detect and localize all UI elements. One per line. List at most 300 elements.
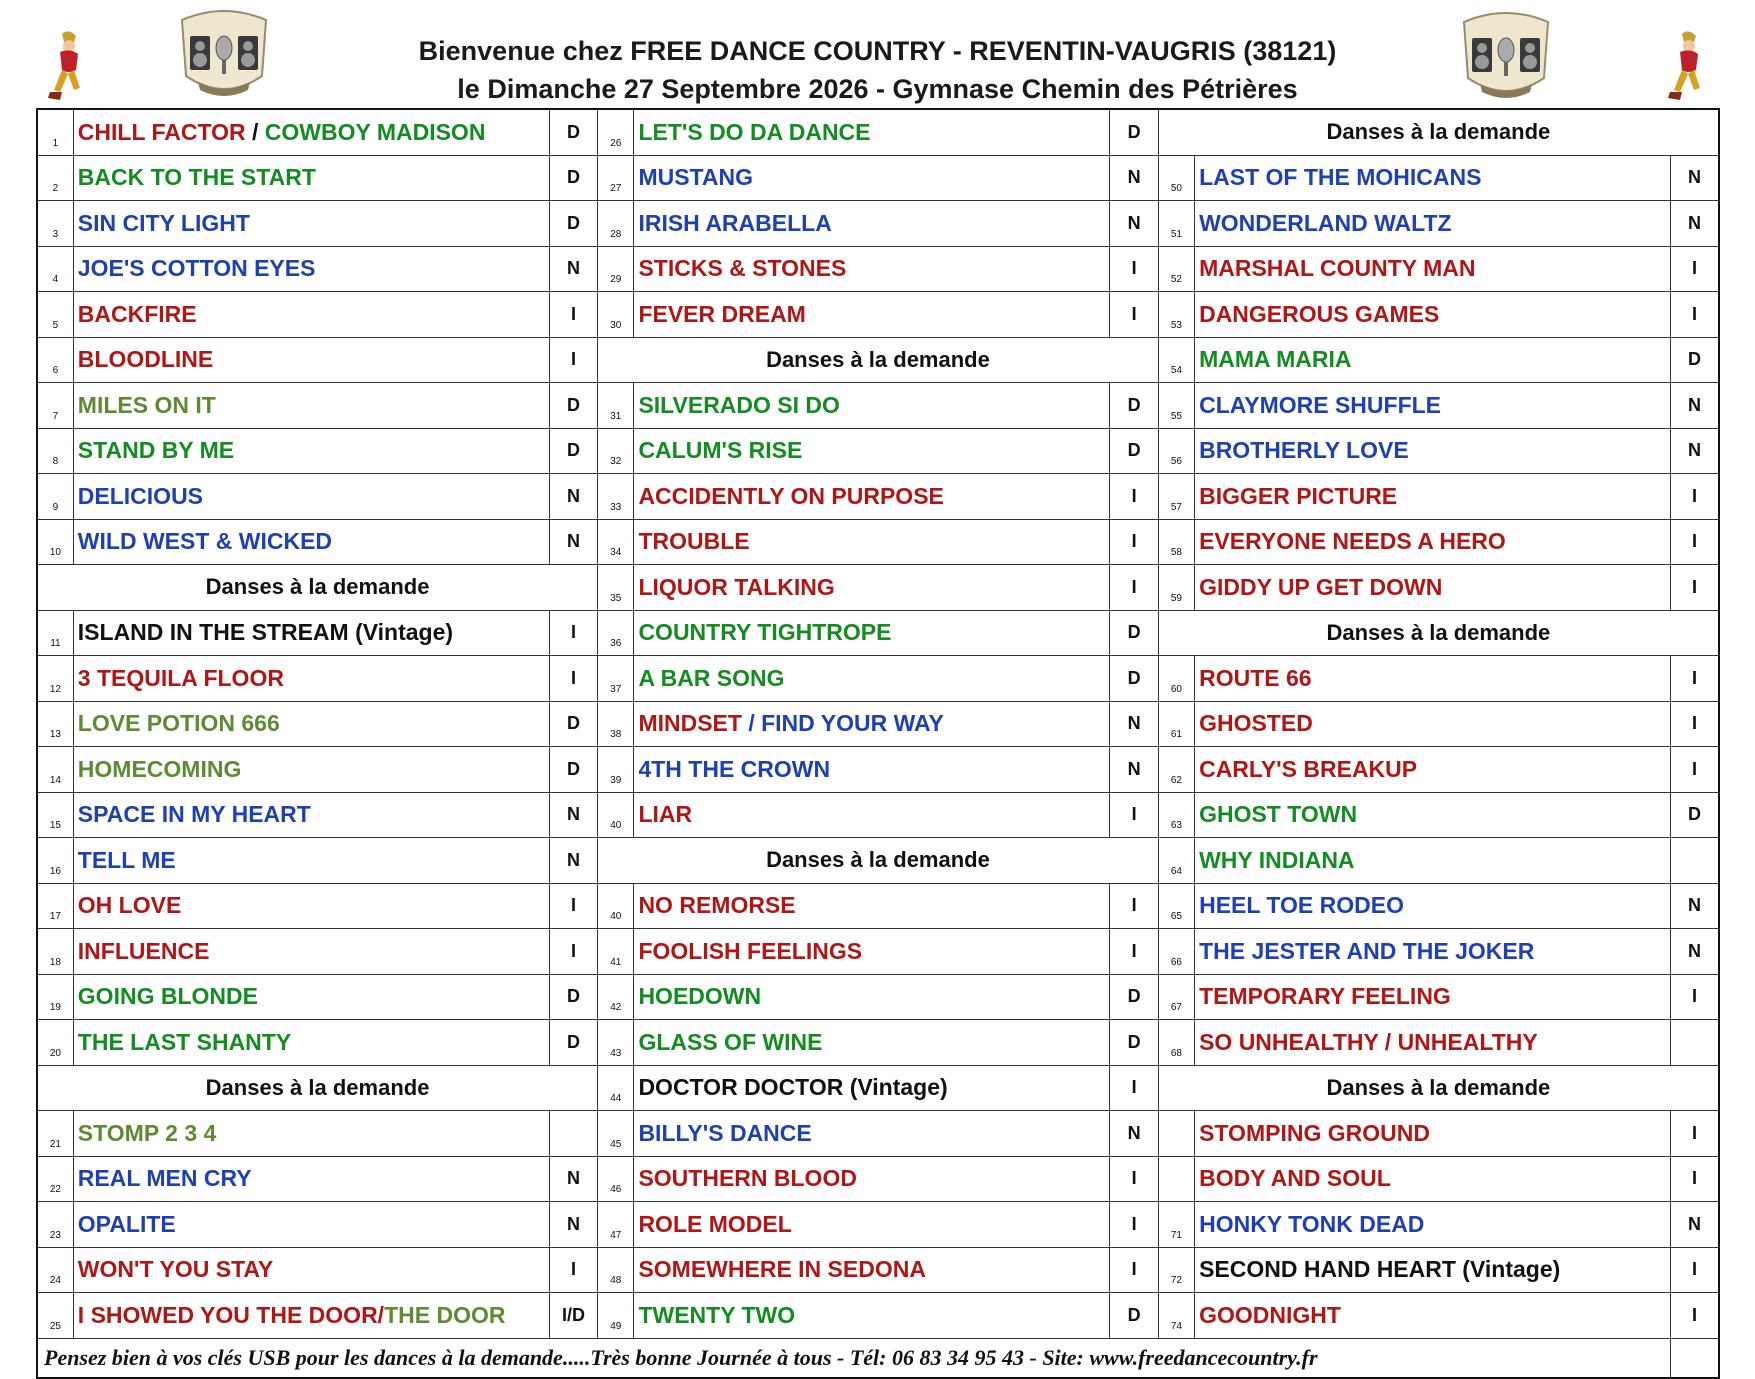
- dance-title: [73, 1202, 549, 1248]
- dance-title-part: GHOST TOWN: [1199, 801, 1358, 828]
- dance-title: [1195, 201, 1671, 247]
- dance-title: [73, 474, 549, 520]
- dance-title: [73, 792, 549, 838]
- request-dances-header: Danses à la demande: [1158, 1065, 1719, 1111]
- dance-number: 62: [1158, 747, 1194, 793]
- dance-title-part: MINDSET: [638, 710, 742, 737]
- dance-title-part: WONDERLAND WALTZ: [1199, 209, 1452, 236]
- dance-title: [1195, 929, 1671, 975]
- dance-level: I: [1671, 1293, 1719, 1339]
- table-row: [37, 292, 1719, 338]
- dance-title: [73, 428, 549, 474]
- dance-level: N: [1671, 929, 1719, 975]
- dance-number: 35: [598, 565, 634, 611]
- table-row: [37, 1202, 1719, 1248]
- table-row: [37, 838, 1719, 884]
- page-title: Bienvenue chez FREE DANCE COUNTRY - REVENTIN-VAUGRIS (38121): [418, 36, 1337, 66]
- dance-title-part: ROLE MODEL: [638, 1210, 792, 1237]
- dance-number: 55: [1158, 383, 1194, 429]
- dance-title: [1195, 792, 1671, 838]
- dance-number: 22: [37, 1156, 73, 1202]
- dance-title-part: CALUM'S RISE: [638, 437, 803, 464]
- dance-number: 46: [598, 1156, 634, 1202]
- dance-title: [1195, 155, 1671, 201]
- dance-title-part: SECOND HAND HEART (Vintage): [1199, 1256, 1561, 1283]
- dance-level: I: [1110, 1247, 1158, 1293]
- page-header: [0, 0, 1755, 110]
- dance-title: [73, 1111, 549, 1157]
- dance-title: [73, 201, 549, 247]
- dance-level: I: [1671, 519, 1719, 565]
- dance-level: D: [1110, 428, 1158, 474]
- dance-number: 74: [1158, 1293, 1194, 1339]
- dance-number: 23: [37, 1202, 73, 1248]
- dance-title-part: MARSHAL COUNTY MAN: [1199, 255, 1476, 282]
- dance-title: [73, 656, 549, 702]
- dance-title-part: TEMPORARY FEELING: [1199, 983, 1451, 1010]
- dance-title-part: CLAYMORE SHUFFLE: [1199, 391, 1442, 418]
- dance-level: D: [1671, 792, 1719, 838]
- dance-level: I: [1110, 519, 1158, 565]
- dance-number: 39: [598, 747, 634, 793]
- dance-number: 28: [598, 201, 634, 247]
- dance-number: 33: [598, 474, 634, 520]
- dance-number: 41: [598, 929, 634, 975]
- dance-number: 48: [598, 1247, 634, 1293]
- table-row: [37, 701, 1719, 747]
- dance-title: [634, 701, 1110, 747]
- table-row: [37, 747, 1719, 793]
- dance-title-part: CARLY'S BREAKUP: [1199, 755, 1418, 782]
- dance-number: 49: [598, 1293, 634, 1339]
- dance-title-part: SILVERADO SI DO: [638, 391, 840, 418]
- dance-number: 36: [598, 610, 634, 656]
- dance-number: 37: [598, 656, 634, 702]
- dance-title: [634, 428, 1110, 474]
- dance-number: 1: [37, 109, 73, 155]
- dance-level: N: [1110, 1111, 1158, 1157]
- dance-title-part: MUSTANG: [638, 164, 753, 191]
- dance-level: N: [1671, 428, 1719, 474]
- dance-title-part: MAMA MARIA: [1199, 346, 1352, 373]
- dance-title: [634, 246, 1110, 292]
- dance-level: N: [549, 792, 597, 838]
- dance-level: D: [1110, 1020, 1158, 1066]
- dance-title-part: THE JESTER AND THE JOKER: [1199, 937, 1535, 964]
- dance-title-part: /: [741, 710, 762, 737]
- dance-title-part: DELICIOUS: [77, 482, 204, 509]
- dance-title: [634, 383, 1110, 429]
- dance-title: [73, 155, 549, 201]
- dance-number: 50: [1158, 155, 1194, 201]
- dance-title-part: GOODNIGHT: [1199, 1301, 1341, 1328]
- table-row: [37, 428, 1719, 474]
- dance-level: I: [1671, 974, 1719, 1020]
- dance-title: [73, 1156, 549, 1202]
- dance-title-part: HOMECOMING: [77, 755, 242, 782]
- dance-number: 42: [598, 974, 634, 1020]
- dance-level: D: [1110, 656, 1158, 702]
- table-row: [37, 1156, 1719, 1202]
- dance-title-part: CHILL FACTOR: [77, 118, 246, 145]
- dance-title: [1195, 747, 1671, 793]
- dance-number: 53: [1158, 292, 1194, 338]
- dance-level: N: [1110, 701, 1158, 747]
- dance-number: 16: [37, 838, 73, 884]
- dance-title-part: GLASS OF WINE: [638, 1028, 823, 1055]
- dance-title: [634, 883, 1110, 929]
- dance-title: [634, 292, 1110, 338]
- dance-level: N: [1110, 155, 1158, 201]
- table-row: [37, 337, 1719, 383]
- dance-number: 57: [1158, 474, 1194, 520]
- dance-level: N: [1110, 747, 1158, 793]
- dance-number: 9: [37, 474, 73, 520]
- dance-title-part: BROTHERLY LOVE: [1199, 437, 1409, 464]
- dance-title: [634, 474, 1110, 520]
- table-row: [37, 974, 1719, 1020]
- dance-level: I: [1671, 246, 1719, 292]
- dance-title-part: TELL ME: [77, 846, 176, 873]
- request-dances-header: Danses à la demande: [37, 565, 598, 611]
- dance-title-part: I SHOWED YOU THE DOOR/: [77, 1301, 385, 1328]
- dance-title-part: FOOLISH FEELINGS: [638, 937, 863, 964]
- dance-number: 4: [37, 246, 73, 292]
- dance-level: D: [549, 109, 597, 155]
- dance-title-part: HOEDOWN: [638, 983, 762, 1010]
- dance-title: [1195, 1156, 1671, 1202]
- dance-title-part: COWBOY MADISON: [264, 118, 486, 145]
- dance-level: I: [1110, 929, 1158, 975]
- dance-title: [634, 747, 1110, 793]
- dance-title: [73, 747, 549, 793]
- dance-number: [1158, 1111, 1194, 1157]
- dance-number: 2: [37, 155, 73, 201]
- dance-level: I: [1110, 565, 1158, 611]
- dance-level: I: [549, 610, 597, 656]
- dance-level: D: [1110, 109, 1158, 155]
- dance-level: I: [1671, 565, 1719, 611]
- dance-title-part: GOING BLONDE: [77, 983, 258, 1010]
- dance-title: [1195, 1111, 1671, 1157]
- dance-level: D: [1110, 974, 1158, 1020]
- dance-title: [634, 519, 1110, 565]
- dance-number: 67: [1158, 974, 1194, 1020]
- dance-title-part: INFLUENCE: [77, 937, 210, 964]
- table-row: [37, 929, 1719, 975]
- dance-number: 47: [598, 1202, 634, 1248]
- dance-title: [1195, 1202, 1671, 1248]
- dance-level: I: [549, 929, 597, 975]
- dance-title-part: OPALITE: [77, 1210, 176, 1237]
- dance-title-part: IRISH ARABELLA: [638, 209, 832, 236]
- dance-title: [1195, 428, 1671, 474]
- dance-number: 32: [598, 428, 634, 474]
- dance-title-part: SIN CITY LIGHT: [77, 209, 250, 236]
- dance-title-part: STOMPING GROUND: [1199, 1119, 1430, 1146]
- dance-title-part: SOUTHERN BLOOD: [638, 1165, 857, 1192]
- dance-number: 11: [37, 610, 73, 656]
- dance-title-part: ROUTE 66: [1199, 664, 1312, 691]
- dance-level: D: [549, 155, 597, 201]
- table-row: [37, 656, 1719, 702]
- dance-number: 59: [1158, 565, 1194, 611]
- dance-program-table: [36, 108, 1720, 1379]
- dance-level: N: [549, 1202, 597, 1248]
- dance-level: D: [549, 974, 597, 1020]
- dance-title: [634, 565, 1110, 611]
- dance-title-part: LOVE POTION 666: [77, 710, 280, 737]
- dance-title-part: MILES ON IT: [77, 391, 216, 418]
- dance-title: [73, 838, 549, 884]
- dance-title-part: JOE'S COTTON EYES: [77, 255, 316, 282]
- dance-title: [634, 792, 1110, 838]
- table-row: [37, 792, 1719, 838]
- dance-title-part: A BAR SONG: [638, 664, 785, 691]
- dance-title: [73, 701, 549, 747]
- dance-title-part: BLOODLINE: [77, 346, 214, 373]
- dance-title: [73, 337, 549, 383]
- dance-title-part: NO REMORSE: [638, 892, 796, 919]
- dance-title-part: BODY AND SOUL: [1199, 1165, 1391, 1192]
- dance-level: N: [549, 1156, 597, 1202]
- dance-number: 24: [37, 1247, 73, 1293]
- dance-level: N: [1671, 383, 1719, 429]
- dance-level: I: [1110, 792, 1158, 838]
- dance-level: I: [1671, 474, 1719, 520]
- dance-title: [1195, 565, 1671, 611]
- dance-title-part: FEVER DREAM: [638, 300, 806, 327]
- dance-title-part: BIGGER PICTURE: [1199, 482, 1398, 509]
- dance-number: 63: [1158, 792, 1194, 838]
- dance-title: [1195, 292, 1671, 338]
- dance-title: [73, 519, 549, 565]
- dance-number: 17: [37, 883, 73, 929]
- dance-title-part: STICKS & STONES: [638, 255, 847, 282]
- request-dances-header: Danses à la demande: [37, 1065, 598, 1111]
- dance-title: [1195, 474, 1671, 520]
- dance-title-part: 3 TEQUILA FLOOR: [77, 664, 284, 691]
- dance-level: N: [549, 519, 597, 565]
- dance-level: N: [1671, 201, 1719, 247]
- dance-number: 7: [37, 383, 73, 429]
- dance-title-part: LET'S DO DA DANCE: [638, 118, 871, 145]
- table-row: [37, 1293, 1719, 1339]
- dance-title-part: THE LAST SHANTY: [77, 1028, 292, 1055]
- dance-title-part: LIAR: [638, 801, 693, 828]
- dance-level: I/D: [549, 1293, 597, 1339]
- dance-level: N: [549, 838, 597, 884]
- dance-level: D: [549, 1020, 597, 1066]
- dance-title: [634, 1156, 1110, 1202]
- dance-number: 44: [598, 1065, 634, 1111]
- dance-title: [634, 1202, 1110, 1248]
- dance-number: 13: [37, 701, 73, 747]
- dance-title-part: ISLAND IN THE STREAM (Vintage): [77, 619, 454, 646]
- dance-level: I: [1110, 292, 1158, 338]
- table-row: [37, 883, 1719, 929]
- dance-number: 45: [598, 1111, 634, 1157]
- dance-number: 19: [37, 974, 73, 1020]
- dance-title-part: BILLY'S DANCE: [638, 1119, 812, 1146]
- dance-level: I: [1671, 292, 1719, 338]
- table-row: [37, 610, 1719, 656]
- dance-number: 61: [1158, 701, 1194, 747]
- dance-number: 8: [37, 428, 73, 474]
- table-row: [37, 519, 1719, 565]
- dance-level: I: [1671, 656, 1719, 702]
- dance-title-part: GIDDY UP GET DOWN: [1199, 573, 1443, 600]
- dance-level: D: [549, 201, 597, 247]
- table-row: [37, 201, 1719, 247]
- dance-number: 25: [37, 1293, 73, 1339]
- dance-number: 14: [37, 747, 73, 793]
- dance-level: D: [549, 383, 597, 429]
- dance-number: 38: [598, 701, 634, 747]
- dance-level: I: [1110, 1065, 1158, 1111]
- dance-title-part: DANGEROUS GAMES: [1199, 300, 1440, 327]
- dance-title-part: HONKY TONK DEAD: [1199, 1210, 1425, 1237]
- dance-title: [1195, 701, 1671, 747]
- dance-number: 40: [598, 792, 634, 838]
- dance-number: 30: [598, 292, 634, 338]
- dance-title-part: FIND YOUR WAY: [761, 710, 944, 737]
- request-dances-header: Danses à la demande: [1158, 109, 1719, 155]
- dance-title: [73, 109, 549, 155]
- table-row: [37, 246, 1719, 292]
- dance-title: [73, 1020, 549, 1066]
- dance-title: [634, 155, 1110, 201]
- dance-level: D: [1671, 337, 1719, 383]
- dance-level: I: [1671, 701, 1719, 747]
- dance-number: 5: [37, 292, 73, 338]
- dance-title: [634, 610, 1110, 656]
- dance-level: I: [1671, 1111, 1719, 1157]
- dance-title: [634, 656, 1110, 702]
- dance-level: I: [1671, 1247, 1719, 1293]
- dance-title: [634, 1247, 1110, 1293]
- dance-title: [73, 610, 549, 656]
- dance-level: [1671, 838, 1719, 884]
- dance-number: 52: [1158, 246, 1194, 292]
- dance-level: I: [549, 656, 597, 702]
- dance-level: [1671, 1020, 1719, 1066]
- dance-title: [1195, 838, 1671, 884]
- dance-number: 31: [598, 383, 634, 429]
- dance-number: 10: [37, 519, 73, 565]
- table-row: [37, 1020, 1719, 1066]
- dance-title: [1195, 1020, 1671, 1066]
- dance-title: [1195, 656, 1671, 702]
- dance-number: 6: [37, 337, 73, 383]
- dance-title: [1195, 1247, 1671, 1293]
- request-dances-header: Danses à la demande: [1158, 610, 1719, 656]
- dance-title: [1195, 1293, 1671, 1339]
- dance-title-part: SO UNHEALTHY / UNHEALTHY: [1199, 1028, 1538, 1055]
- dance-title-part: LIQUOR TALKING: [638, 573, 835, 600]
- dance-number: 27: [598, 155, 634, 201]
- table-row: [37, 1247, 1719, 1293]
- table-row: [37, 474, 1719, 520]
- dance-title-part: TROUBLE: [638, 528, 750, 555]
- dance-title-part: EVERYONE NEEDS A HERO: [1199, 528, 1506, 555]
- dance-number: 51: [1158, 201, 1194, 247]
- dance-number: 43: [598, 1020, 634, 1066]
- dance-level: D: [549, 428, 597, 474]
- dance-title-part: WON'T YOU STAY: [77, 1256, 274, 1283]
- dance-title: [634, 109, 1110, 155]
- dance-title: [73, 1247, 549, 1293]
- dance-title: [73, 929, 549, 975]
- dance-level: N: [549, 474, 597, 520]
- dance-number: 29: [598, 246, 634, 292]
- dance-number: 26: [598, 109, 634, 155]
- dance-level: I: [1110, 246, 1158, 292]
- dance-title: [634, 929, 1110, 975]
- dance-title: [73, 883, 549, 929]
- dance-number: 20: [37, 1020, 73, 1066]
- dance-title-part: SOMEWHERE IN SEDONA: [638, 1256, 926, 1283]
- dance-title-part: WILD WEST & WICKED: [77, 528, 333, 555]
- footer-empty-cell: [1671, 1338, 1719, 1378]
- dance-title-part: /: [245, 118, 265, 145]
- table-row: [37, 383, 1719, 429]
- request-dances-header: Danses à la demande: [598, 838, 1159, 884]
- dance-level: N: [1671, 155, 1719, 201]
- dance-title: [73, 292, 549, 338]
- dance-level: I: [549, 1247, 597, 1293]
- page-subtitle: le Dimanche 27 Septembre 2026 - Gymnase Chemin des Pétrières: [457, 74, 1298, 104]
- dance-title: [73, 1293, 549, 1339]
- dance-number: 15: [37, 792, 73, 838]
- dance-title: [1195, 337, 1671, 383]
- dance-level: D: [1110, 610, 1158, 656]
- dance-title-part: GHOSTED: [1199, 710, 1313, 737]
- dance-level: N: [1110, 201, 1158, 247]
- dance-title-part: SPACE IN MY HEART: [77, 801, 311, 828]
- dance-title: [73, 974, 549, 1020]
- dance-level: I: [1671, 1156, 1719, 1202]
- dance-title-part: REAL MEN CRY: [77, 1165, 252, 1192]
- dance-title-part: 4TH THE CROWN: [638, 755, 831, 782]
- dance-title: [634, 1293, 1110, 1339]
- dance-level: N: [1671, 1202, 1719, 1248]
- dance-title-part: LAST OF THE MOHICANS: [1199, 164, 1482, 191]
- dance-title-part: DOCTOR DOCTOR (Vintage): [638, 1074, 948, 1101]
- dance-level: I: [1110, 1156, 1158, 1202]
- dance-level: [549, 1111, 597, 1157]
- dance-title-part: OH LOVE: [77, 892, 182, 919]
- dance-number: 40: [598, 883, 634, 929]
- dance-level: I: [1110, 1202, 1158, 1248]
- dance-title-part: BACK TO THE START: [77, 164, 316, 191]
- table-row: [37, 1111, 1719, 1157]
- table-row: [37, 565, 1719, 611]
- dance-number: 72: [1158, 1247, 1194, 1293]
- dance-title: [1195, 883, 1671, 929]
- dance-number: 66: [1158, 929, 1194, 975]
- dance-number: 68: [1158, 1020, 1194, 1066]
- dance-level: D: [549, 747, 597, 793]
- dance-title-part: THE DOOR: [384, 1301, 506, 1328]
- dance-title: [634, 1020, 1110, 1066]
- footer-note: Pensez bien à vos clés USB pour les dances à la demande.....Très bonne Journée à tous - Tél: 06 83 34 95 43 - Site: www.freedancecountry.fr: [37, 1338, 1671, 1378]
- dance-title-part: WHY INDIANA: [1199, 846, 1355, 873]
- dance-number: 34: [598, 519, 634, 565]
- dance-level: I: [549, 883, 597, 929]
- dance-level: N: [549, 246, 597, 292]
- dance-title: [1195, 974, 1671, 1020]
